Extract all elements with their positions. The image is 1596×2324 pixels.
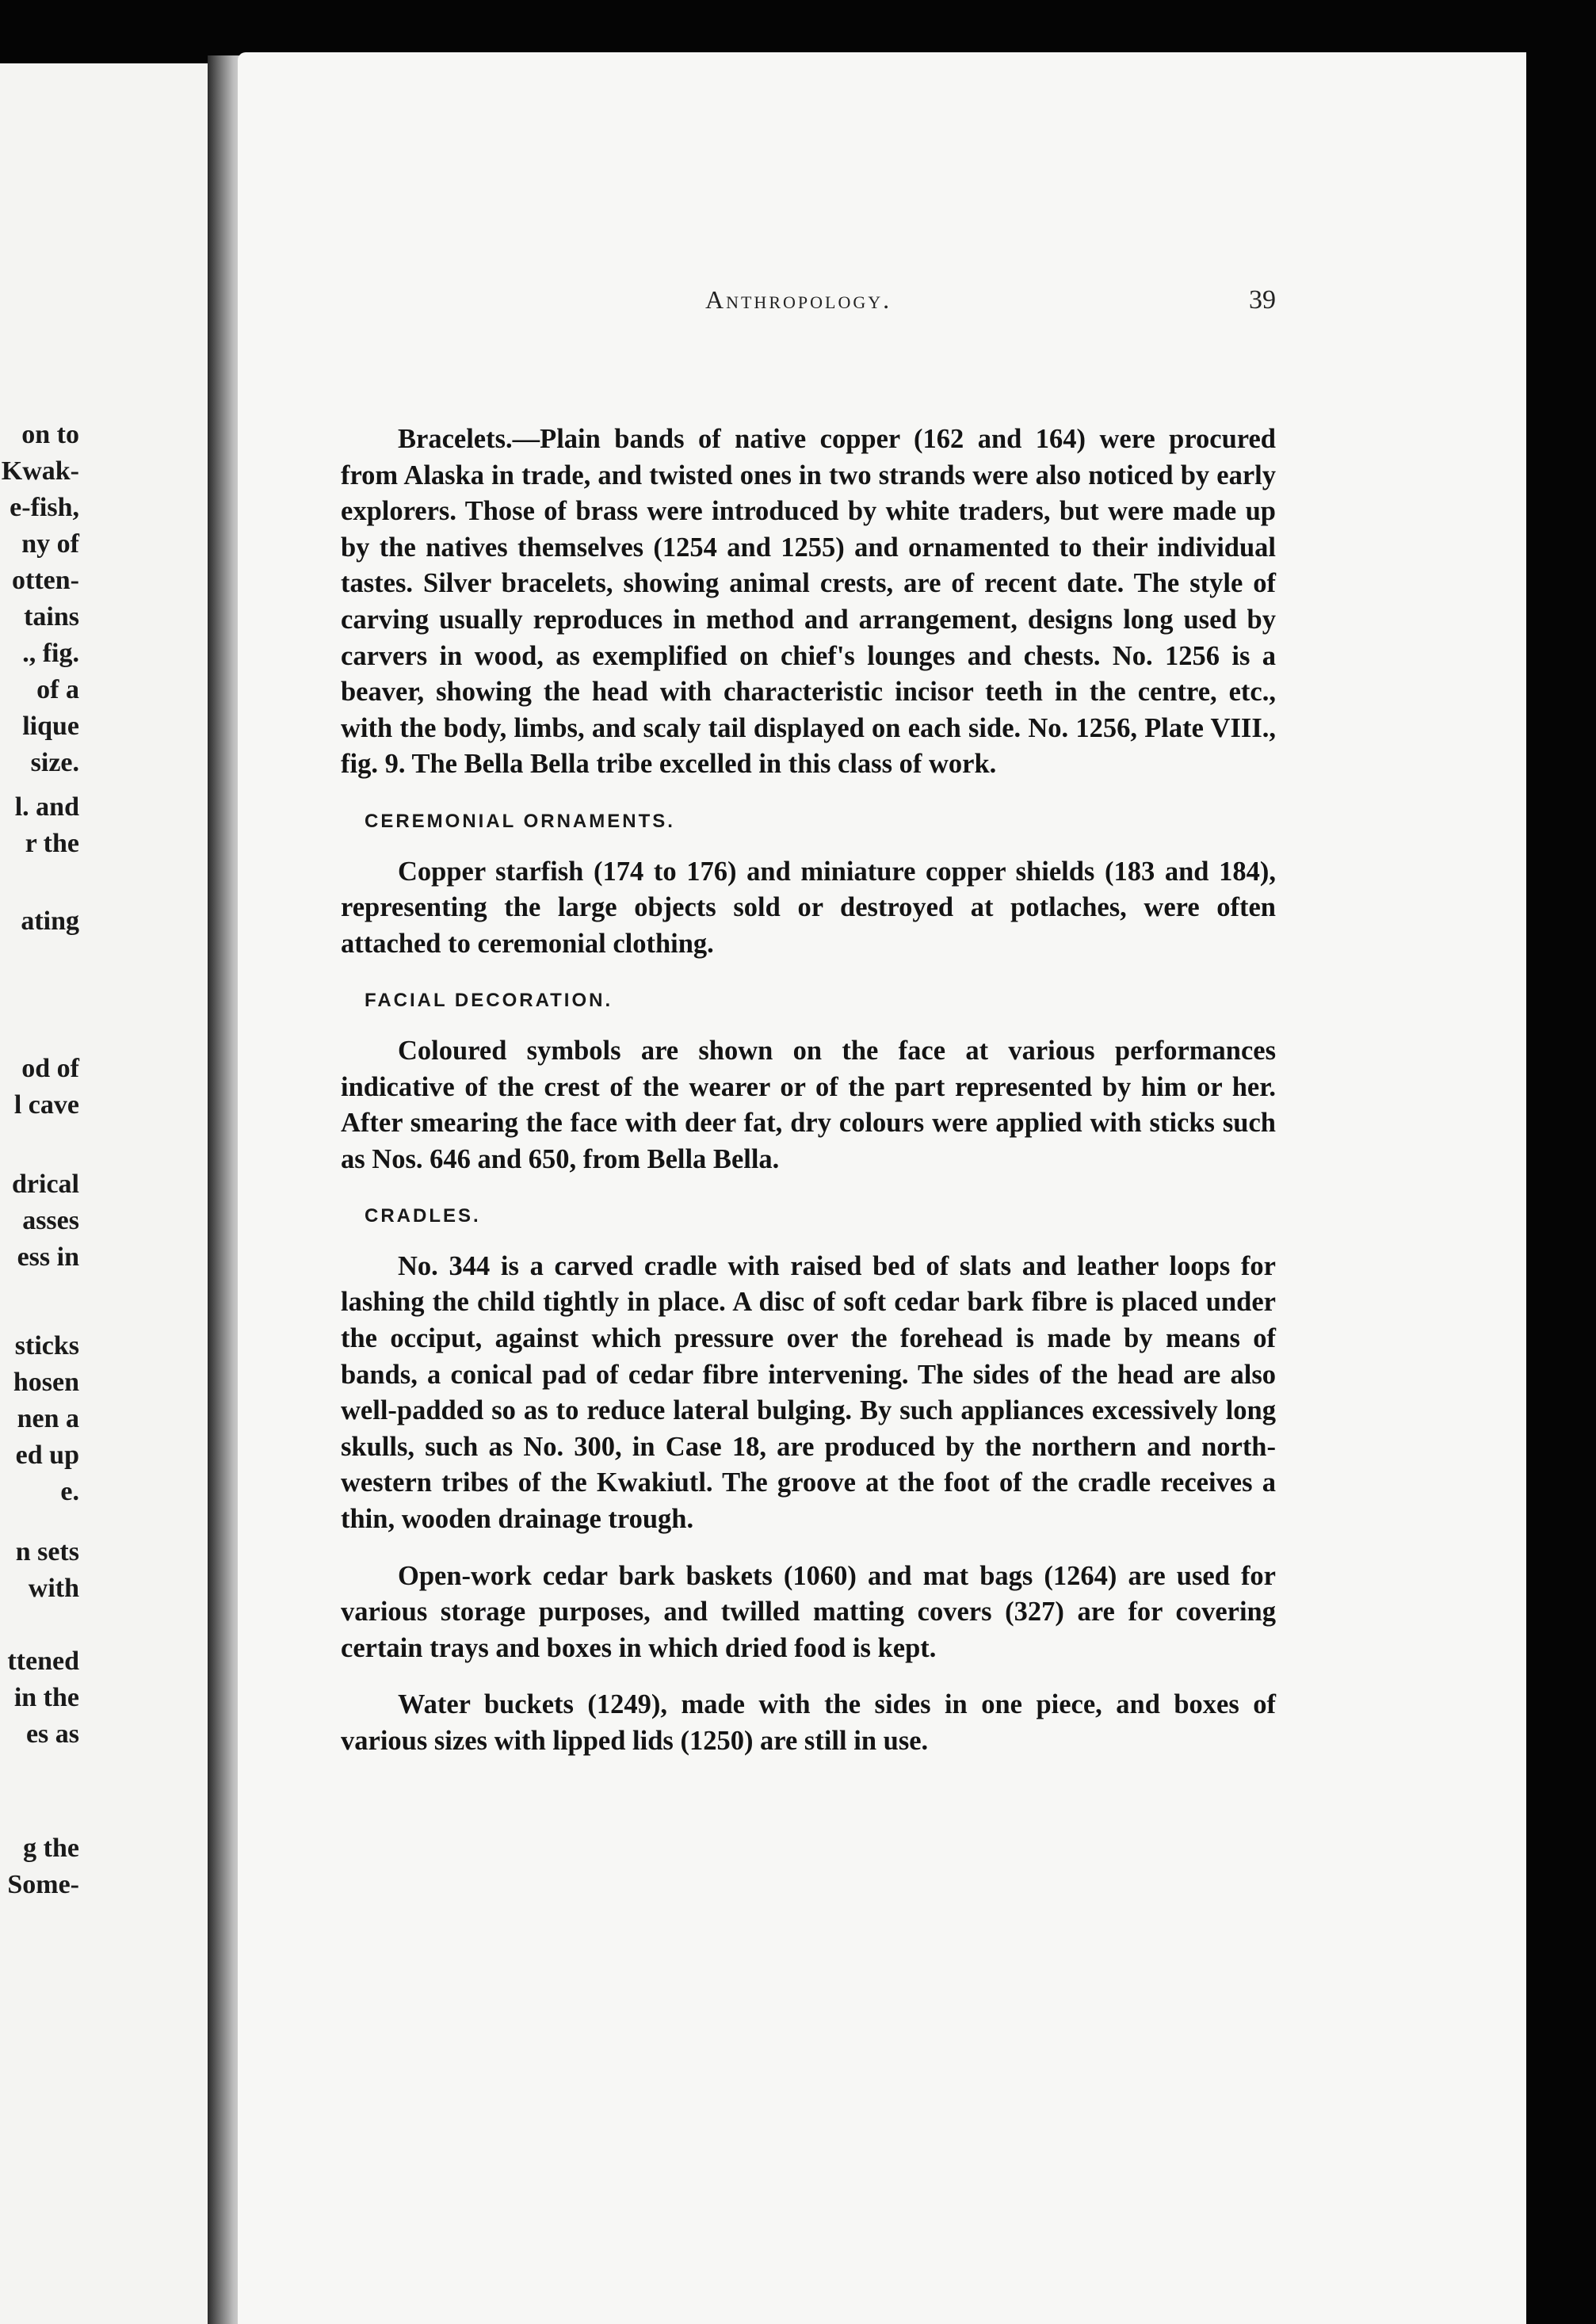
paragraph-baskets: Open-work cedar bark baskets (1060) and mat bags (1264) are used for various storage purposes, and twilled matting covers (327) are for covering certain trays and boxes in which dried food is kept. <box>341 1560 1276 1663</box>
left-fragment: asses <box>22 1206 79 1235</box>
left-fragment: ess in <box>17 1242 79 1272</box>
bracelets-text: —Plain bands of native copper (162 and 164) were procured from Alaska in trade, and twisted ones in two strands were also noticed by early explorers. Those of brass were introduced by white traders, but were made up by the natives themselves (1254 and 1255) and ornamented to their individual tastes. Silver bracelets, showing animal crests, are of recent date. The style of carving usually reproduces in method and arrangement, designs long used by carvers in wood, as exemplified on chief's lounges and chests. No. 1256 is a beaver, showing the head with characteristic incisor teeth in the centre, etc., with the body, limbs, and scaly tail displayed on each side. No. 1256, Plate VIII., fig. 9. The Bella Bella tribe excelled in this class of work. <box>341 424 1276 780</box>
bracelets-lead: Bracelets. <box>398 424 513 454</box>
heading-cradles: CRADLES. <box>365 1205 481 1227</box>
left-fragment: ttened <box>7 1647 79 1676</box>
left-fragment: l cave <box>13 1090 79 1120</box>
left-fragment: lique <box>22 712 79 741</box>
left-fragment: sticks <box>14 1331 79 1360</box>
page-body <box>341 422 1276 1780</box>
left-fragment: otten- <box>12 566 79 595</box>
left-fragment: r the <box>25 829 79 858</box>
left-fragment: g the <box>23 1834 79 1863</box>
paragraph-buckets: Water buckets (1249), made with the sides in one piece, and boxes of various sizes with lipped lids (1250) are still in use. <box>341 1689 1276 1756</box>
paragraph-bracelets <box>341 422 1276 783</box>
left-fragment: Kwak- <box>1 456 79 486</box>
paragraph-cradles: No. 344 is a carved cradle with raised bed of slats and leather loops for lashing the child tightly in place. A disc of soft cedar bark fibre is placed under the occiput, against which pressure over the forehead is made by means of bands, a conical pad of cedar fibre intervening. The sides of the head are also well-padded so as to reduce lateral bulging. By such appliances excessively long skulls, such as No. 300, in Case 18, are produced by the northern and north-western tribes of the Kwakiutl. The groove at the foot of the cradle receives a thin, wooden drainage trough. <box>341 1250 1276 1535</box>
left-fragment: size. <box>30 748 79 777</box>
left-fragment: ating <box>21 906 79 936</box>
left-fragment: Some- <box>7 1870 79 1899</box>
left-fragment: od of <box>21 1054 79 1083</box>
left-fragment: es as <box>25 1719 79 1749</box>
left-fragment: l. and <box>14 792 79 822</box>
left-fragment: drical <box>12 1170 79 1199</box>
left-fragment: nen a <box>17 1404 79 1433</box>
heading-ceremonial-ornaments: CEREMONIAL ORNAMENTS. <box>365 810 675 832</box>
page-number: 39 <box>1249 285 1276 315</box>
left-fragment: of a <box>36 675 79 704</box>
running-head: Anthropology. <box>705 285 892 314</box>
paragraph-facial: Coloured symbols are shown on the face at various performances indicative of the crest of the wearer or of the part represented by him or her. After smearing the face with deer fat, dry colours were applied with sticks such as Nos. 646 and 650, from Bella Bella. <box>341 1035 1276 1174</box>
heading-facial-decoration: FACIAL DECORATION. <box>365 990 613 1012</box>
left-fragment: with <box>28 1574 79 1603</box>
left-fragment: n sets <box>15 1537 79 1567</box>
left-fragment: ny of <box>21 529 79 559</box>
left-fragment: ., fig. <box>22 639 79 668</box>
left-fragment: e-fish, <box>10 493 79 522</box>
left-page-text-fragments <box>0 63 79 2324</box>
paragraph-ceremonial: Copper starfish (174 to 176) and miniature copper shields (183 and 184), representing the large objects sold or destroyed at potlaches, were often attached to ceremonial clothing. <box>341 856 1276 959</box>
left-fragment: in the <box>13 1683 79 1712</box>
page-header <box>468 285 1276 333</box>
left-fragment: e. <box>60 1477 79 1506</box>
left-fragment: ed up <box>15 1441 79 1470</box>
left-fragment: tains <box>24 602 79 632</box>
left-page <box>0 63 208 2324</box>
left-fragment: on to <box>21 420 79 449</box>
left-fragment: hosen <box>13 1368 79 1397</box>
